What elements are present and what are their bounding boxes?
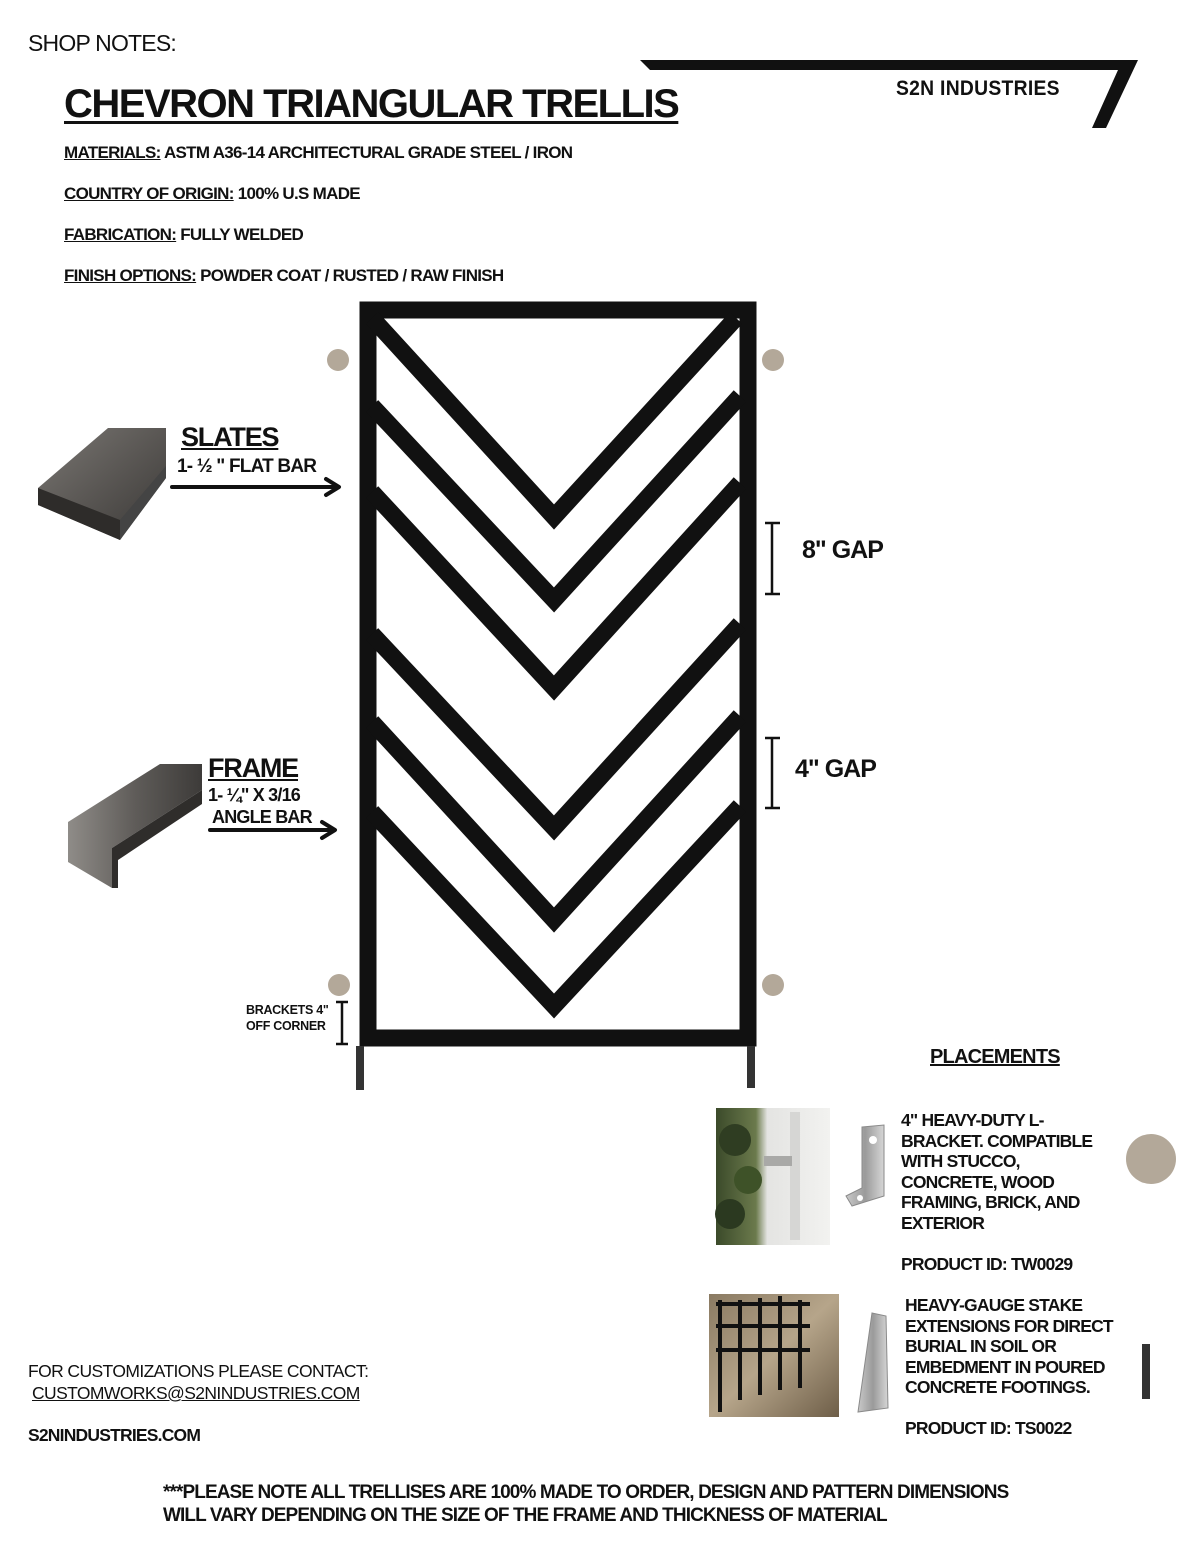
bracket-dot [327, 349, 349, 371]
spec-label: MATERIALS: [64, 143, 161, 162]
bracket-dot [762, 349, 784, 371]
placement-desc-line: BURIAL IN SOIL OR [905, 1336, 1057, 1356]
placement-desc-line: BRACKET. COMPATIBLE [901, 1130, 1093, 1151]
chevron-slat [372, 318, 736, 517]
brand-name: S2N INDUSTRIES [896, 77, 1060, 100]
placement-description [905, 1295, 1113, 1398]
angle-bar-image [68, 764, 202, 888]
stake-leg [356, 1046, 364, 1090]
frame-title: FRAME [208, 753, 298, 783]
bracket-dot-large [1126, 1134, 1176, 1184]
placement-desc-line: FRAMING, BRICK, AND [901, 1192, 1080, 1212]
spec-value: FULLY WELDED [176, 225, 304, 244]
placements-title: PLACEMENTS [930, 1046, 1060, 1068]
placement-photo-stake [709, 1294, 839, 1417]
shop-notes-heading: SHOP NOTES: [28, 30, 176, 56]
brackets-note-line1: BRACKETS 4" [246, 1003, 329, 1017]
product-id: PRODUCT ID: TS0022 [905, 1418, 1072, 1438]
footnote-line: ***PLEASE NOTE ALL TRELLISES ARE 100% MADE TO ORDER, DESIGN AND PATTERN DIMENSIONS [163, 1482, 1009, 1503]
spec-label: FABRICATION: [64, 225, 177, 244]
stake-marker [1142, 1344, 1150, 1399]
frame-spec-type: ANGLE BAR [212, 807, 312, 827]
placement-desc-line: 4" HEAVY-DUTY L- [901, 1110, 1044, 1130]
frame-spec-size: 1- ¼" X 3/16 [208, 785, 300, 805]
placement-desc-line: CONCRETE, WOOD [901, 1171, 1055, 1192]
bracket-dot [328, 974, 350, 996]
spec-value: ASTM A36-14 ARCHITECTURAL GRADE STEEL / IRON [160, 143, 573, 162]
placement-desc-line: CONCRETE FOOTINGS. [905, 1377, 1090, 1397]
chevron-slat [372, 624, 740, 828]
brackets-note-line2: OFF CORNER [246, 1019, 326, 1033]
placement-desc-line: EXTERIOR [901, 1212, 985, 1233]
contact-email-link[interactable]: CUSTOMWORKS@S2NINDUSTRIES.COM [32, 1383, 360, 1403]
placement-photo-bracket [715, 1108, 830, 1245]
footnote-line: WILL VARY DEPENDING ON THE SIZE OF THE FRAME AND THICKNESS OF MATERIAL [163, 1504, 887, 1526]
spec-label: FINISH OPTIONS: [64, 266, 197, 285]
contact-prompt: FOR CUSTOMIZATIONS PLEASE CONTACT: [28, 1361, 369, 1381]
slates-spec: 1- ½ " FLAT BAR [177, 456, 317, 477]
gap-label-4in: 4" GAP [795, 755, 876, 783]
placement-description [901, 1110, 1092, 1233]
slates-title: SLATES [181, 422, 279, 452]
spec-value: 100% U.S MADE [233, 184, 360, 203]
bracket-dot [762, 974, 784, 996]
stake-leg [747, 1046, 755, 1088]
placement-desc-line: EMBEDMENT IN POURED [905, 1356, 1105, 1377]
placement-desc-line: EXTENSIONS FOR DIRECT [905, 1315, 1113, 1336]
l-bracket-icon [846, 1125, 884, 1206]
brand-logo [640, 60, 1138, 128]
gap-label-8in: 8" GAP [802, 536, 883, 564]
chevron-slat [372, 396, 740, 600]
product-id: PRODUCT ID: TW0029 [901, 1254, 1073, 1274]
spec-value: POWDER COAT / RUSTED / RAW FINISH [196, 266, 504, 285]
footnote [163, 1482, 1083, 1527]
website-link[interactable]: S2NINDUSTRIES.COM [28, 1425, 201, 1445]
stake-icon [858, 1313, 888, 1412]
chevron-slats [372, 318, 740, 1006]
page-title: CHEVRON TRIANGULAR TRELLIS [64, 82, 679, 126]
placement-desc-line: HEAVY-GAUGE STAKE [905, 1295, 1083, 1315]
placement-desc-line: WITH STUCCO, [901, 1151, 1020, 1171]
spec-label: COUNTRY OF ORIGIN: [64, 184, 234, 203]
flat-bar-image [38, 428, 166, 540]
